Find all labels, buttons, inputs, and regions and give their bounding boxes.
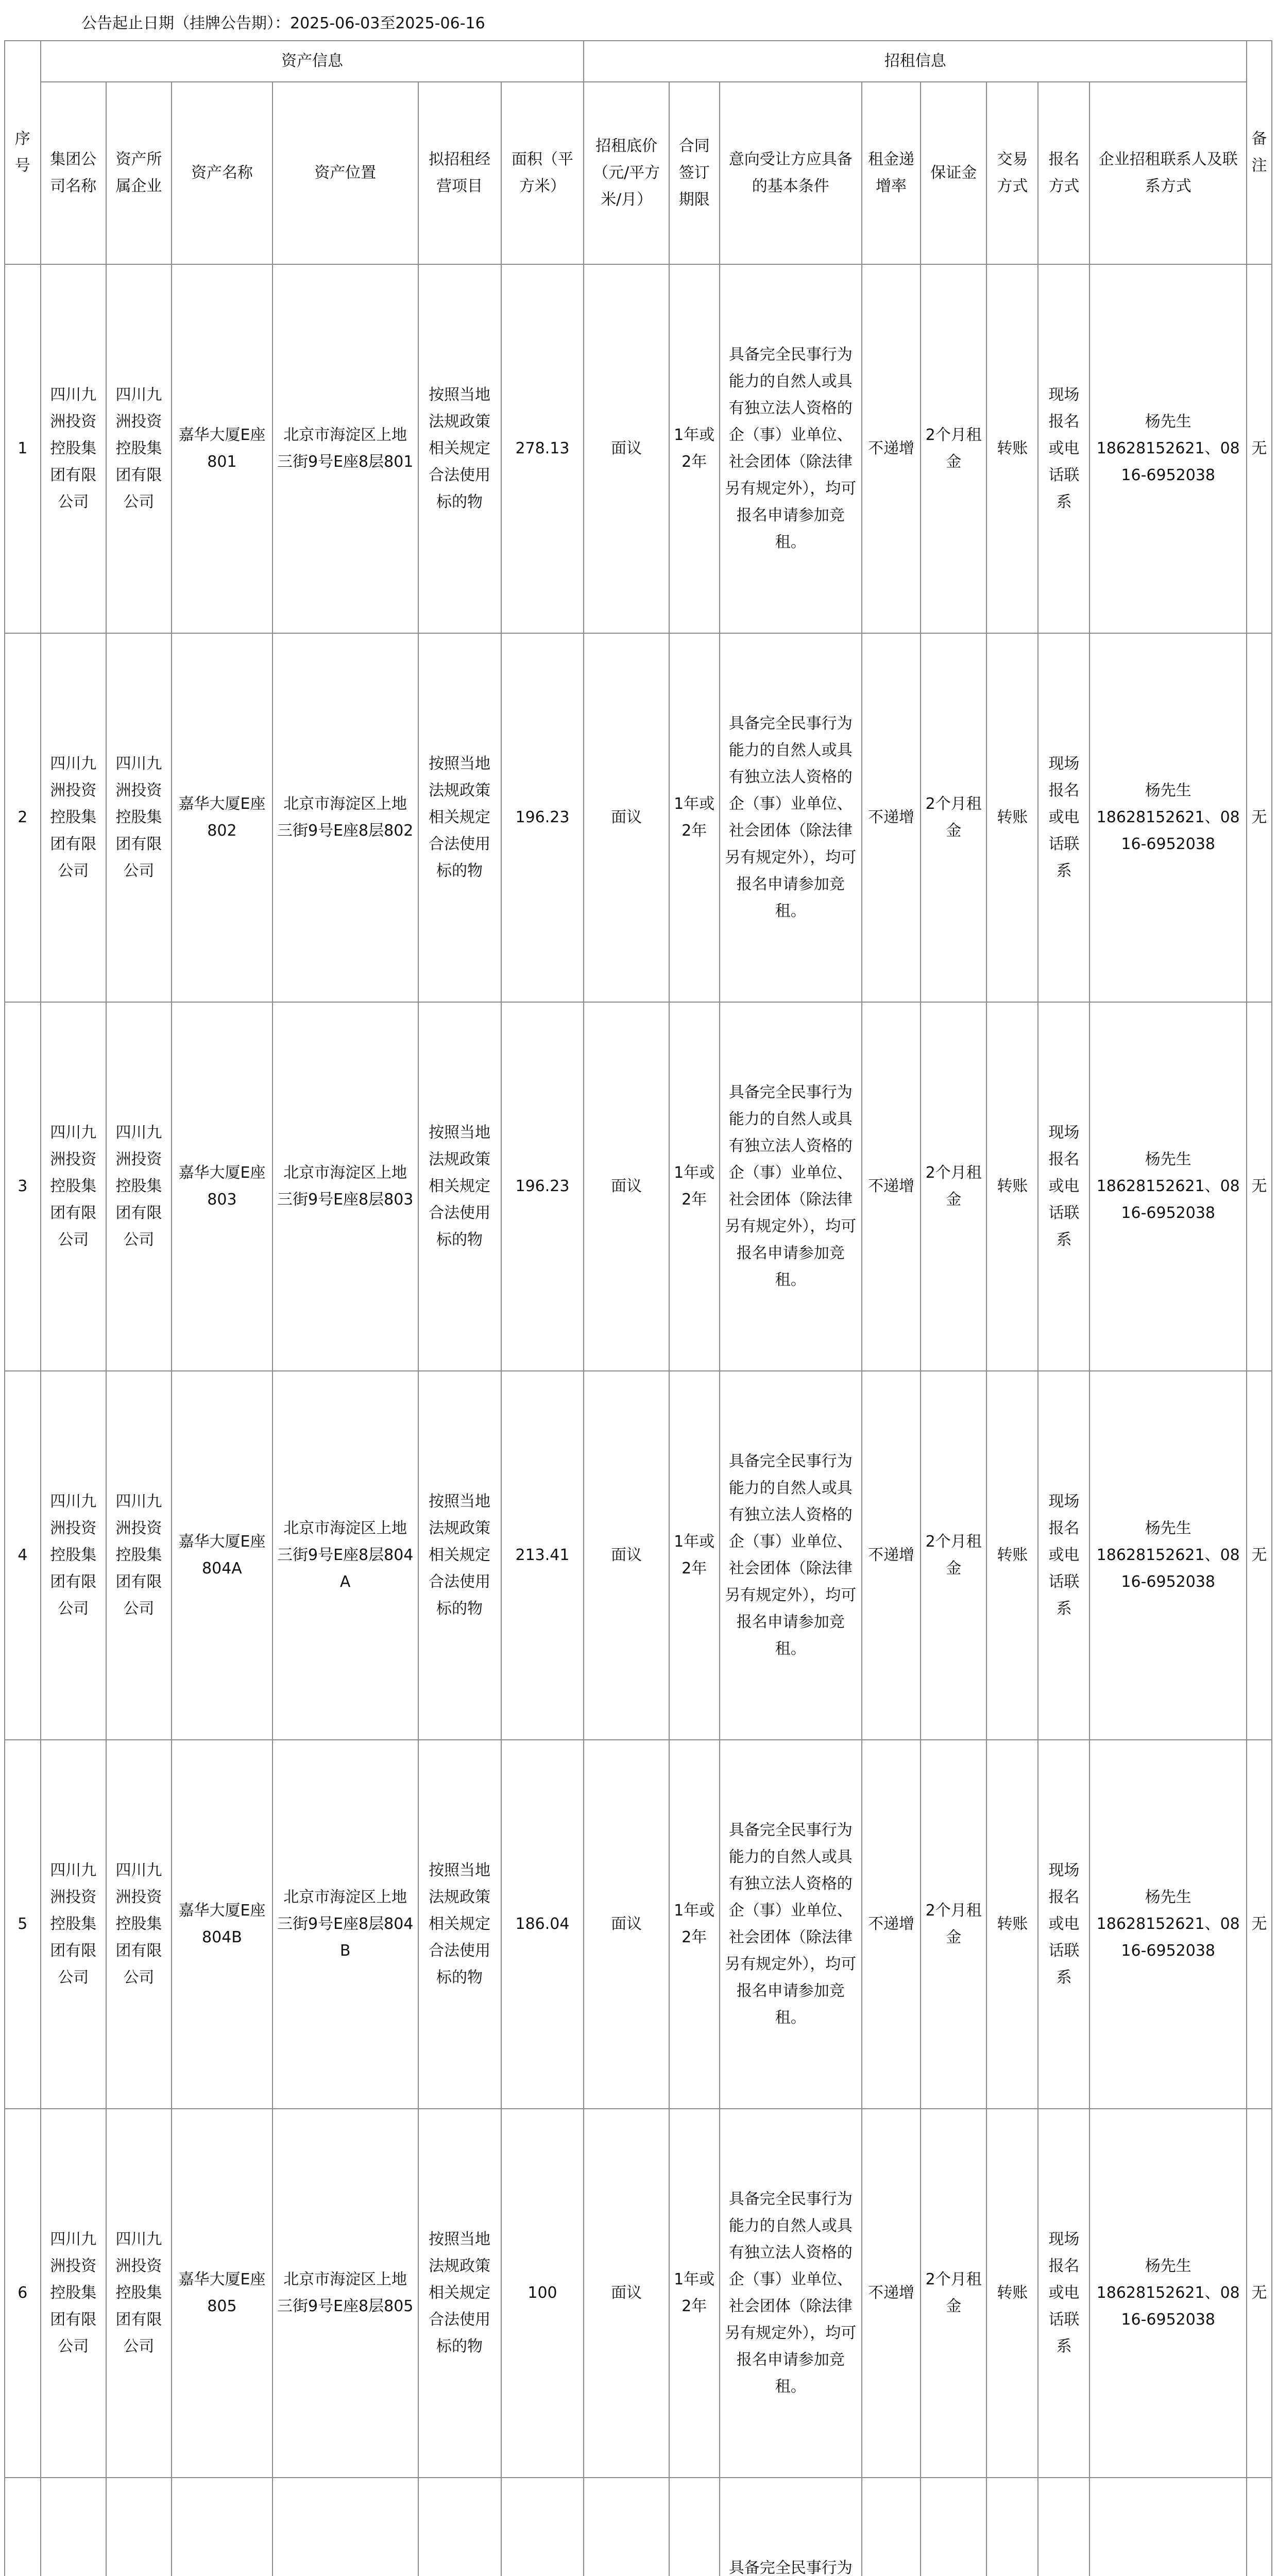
cell-group-company: 四川九洲投资控股集团有限公司 — [41, 1740, 106, 2109]
cell-asset-name: 嘉华大厦E座801 — [172, 264, 273, 633]
cell-deposit: 2个月租金 — [921, 2109, 986, 2478]
col-conditions-header: 意向受让方应具备的基本条件 — [720, 82, 862, 264]
table-row — [5, 1740, 1272, 2109]
cell-seq: 3 — [5, 1002, 41, 1371]
cell-rent-increase: 不递增 — [862, 1371, 921, 1740]
cell-asset-name: 嘉华大厦E座804B — [172, 1740, 273, 2109]
table-row — [5, 2478, 1272, 2576]
cell-contact — [1089, 1002, 1247, 1371]
cell-signup-method: 现场报名或电话联系 — [1038, 1371, 1089, 1740]
contact-name: 杨先生 — [1145, 782, 1191, 800]
contact-phones: 18628152621、0816-6952038 — [1096, 808, 1240, 853]
cell-contact — [1089, 2109, 1247, 2478]
cell-asset-location: 北京市海淀区上地三街9号E座8层802 — [273, 633, 418, 1002]
contact-phones: 18628152621、0816-6952038 — [1096, 439, 1240, 484]
cell-rent-increase: 不递增 — [862, 1740, 921, 2109]
cell-asset-location: 北京市海淀区上地三街9号E座8层804A — [273, 1371, 418, 1740]
cell-signup-method: 现场报名或电话联系 — [1038, 1740, 1089, 2109]
cell-conditions: 具备完全民事行为能力的自然人或具有独立法人资格的企（事）业单位、社会团体（除法律另有规定外），均可报名申请参加竞租。 — [720, 1371, 862, 1740]
header-row-groups — [5, 41, 1272, 82]
cell-conditions: 具备完全民事行为能力的自然人或具有独立法人资格的企（事）业单位、社会团体（除法律另有规定外），均可报名申请参加竞租。 — [720, 633, 862, 1002]
cell-deposit: 2个月租金 — [921, 1371, 986, 1740]
cell-group-company: 四川九洲投资控股集团有限公司 — [41, 1002, 106, 1371]
cell-asset-location: 北京市海淀区上地三街9号E座8层803 — [273, 1002, 418, 1371]
cell-signup-method: 现场报名或电话联系 — [1038, 633, 1089, 1002]
cell-trade-method: 转账 — [986, 1002, 1038, 1371]
cell-contract-term: 1年或2年 — [669, 1371, 720, 1740]
col-asset-location-header: 资产位置 — [273, 82, 418, 264]
cell-asset-name — [172, 2478, 273, 2576]
cell-conditions: 具备完全民事行为能力的自然人或具有独立法人资格的企（事）业单位、社会团体（除法律另有规定外），均可报名申请参加竞租。 — [720, 2109, 862, 2478]
cell-contact — [1089, 2478, 1247, 2576]
cell-group-company — [41, 2478, 106, 2576]
cell-area: 213.41 — [501, 1371, 584, 1740]
cell-trade-method — [986, 2478, 1038, 2576]
cell-deposit: 2个月租金 — [921, 633, 986, 1002]
cell-conditions: 具备完全民事行为能力的自然人或具有独立法人资格的企（事）业单位、社会团体（除法律另有规定外），均可报名申请参加竞租。 — [720, 1740, 862, 2109]
contact-name: 杨先生 — [1145, 1519, 1191, 1537]
cell-asset-name: 嘉华大厦E座803 — [172, 1002, 273, 1371]
notice-period-range: 2025-06-03至2025-06-16 — [290, 14, 485, 32]
lease-listing-table — [4, 40, 1272, 2576]
cell-remarks: 无 — [1247, 2109, 1272, 2478]
cell-contact — [1089, 1740, 1247, 2109]
contact-name: 杨先生 — [1145, 1150, 1191, 1168]
cell-rent-increase — [862, 2478, 921, 2576]
cell-group-company: 四川九洲投资控股集团有限公司 — [41, 633, 106, 1002]
cell-trade-method: 转账 — [986, 1740, 1038, 2109]
cell-owning-company: 四川九洲投资控股集团有限公司 — [106, 1740, 172, 2109]
col-remarks-header: 备注 — [1247, 41, 1272, 264]
cell-trade-method: 转账 — [986, 264, 1038, 633]
cell-contact — [1089, 264, 1247, 633]
cell-owning-company — [106, 2478, 172, 2576]
contact-name: 杨先生 — [1145, 1888, 1191, 1906]
cell-trade-method: 转账 — [986, 633, 1038, 1002]
col-owning-company-header: 资产所属企业 — [106, 82, 172, 264]
cell-base-price: 面议 — [584, 1371, 669, 1740]
cell-intended-use: 按照当地法规政策相关规定合法使用标的物 — [418, 1002, 501, 1371]
cell-base-price: 面议 — [584, 264, 669, 633]
cell-seq: 5 — [5, 1740, 41, 2109]
cell-remarks: 无 — [1247, 1371, 1272, 1740]
asset-info-group-header: 资产信息 — [41, 41, 584, 82]
cell-rent-increase: 不递增 — [862, 2109, 921, 2478]
cell-contact — [1089, 633, 1247, 1002]
contact-name: 杨先生 — [1145, 2257, 1191, 2275]
cell-asset-location — [273, 2478, 418, 2576]
cell-contract-term: 1年或2年 — [669, 1002, 720, 1371]
cell-seq: 4 — [5, 1371, 41, 1740]
cell-base-price: 面议 — [584, 1002, 669, 1371]
cell-area: 278.13 — [501, 264, 584, 633]
contact-phones: 18628152621、0816-6952038 — [1096, 2284, 1240, 2329]
cell-remarks — [1247, 2478, 1272, 2576]
col-trade-method-header: 交易方式 — [986, 82, 1038, 264]
cell-rent-increase: 不递增 — [862, 264, 921, 633]
col-base-price-header: 招租底价（元/平方米/月） — [584, 82, 669, 264]
cell-intended-use: 按照当地法规政策相关规定合法使用标的物 — [418, 1740, 501, 2109]
cell-asset-name: 嘉华大厦E座805 — [172, 2109, 273, 2478]
cell-area — [501, 2478, 584, 2576]
cell-trade-method: 转账 — [986, 1371, 1038, 1740]
cell-contract-term: 1年或2年 — [669, 2109, 720, 2478]
col-seq-header: 序号 — [5, 41, 41, 264]
col-contract-term-header: 合同签订期限 — [669, 82, 720, 264]
cell-owning-company: 四川九洲投资控股集团有限公司 — [106, 264, 172, 633]
cell-group-company: 四川九洲投资控股集团有限公司 — [41, 1371, 106, 1740]
cell-intended-use: 按照当地法规政策相关规定合法使用标的物 — [418, 633, 501, 1002]
col-intended-use-header: 拟招租经营项目 — [418, 82, 501, 264]
cell-conditions: 具备完全民事行为能力的自然人或具有独立法人资格的企（事）业单位、社会团体（除法律另有规定外），均可报名申请参加竞租。 — [720, 264, 862, 633]
cell-contract-term: 1年或2年 — [669, 1740, 720, 2109]
cell-contract-term: 1年或2年 — [669, 264, 720, 633]
cell-area: 186.04 — [501, 1740, 584, 2109]
cell-conditions: 具备完全民事行为能力的自然人或具有独立法人资格的企（事）业单位、社会团体（除法律另有规定外），均可报名申请参加竞租。 — [720, 1002, 862, 1371]
cell-seq — [5, 2478, 41, 2576]
cell-contract-term — [669, 2478, 720, 2576]
cell-base-price: 面议 — [584, 2109, 669, 2478]
cell-contract-term: 1年或2年 — [669, 633, 720, 1002]
table-row — [5, 1002, 1272, 1371]
cell-signup-method: 现场报名或电话联系 — [1038, 264, 1089, 633]
cell-seq: 1 — [5, 264, 41, 633]
cell-asset-name: 嘉华大厦E座802 — [172, 633, 273, 1002]
cell-remarks: 无 — [1247, 264, 1272, 633]
cell-deposit: 2个月租金 — [921, 1740, 986, 2109]
col-asset-name-header: 资产名称 — [172, 82, 273, 264]
cell-contact — [1089, 1371, 1247, 1740]
cell-seq: 6 — [5, 2109, 41, 2478]
col-rent-increase-header: 租金递增率 — [862, 82, 921, 264]
table-body — [5, 264, 1272, 2576]
table-row — [5, 2109, 1272, 2478]
cell-trade-method: 转账 — [986, 2109, 1038, 2478]
table-row — [5, 264, 1272, 633]
cell-remarks: 无 — [1247, 633, 1272, 1002]
cell-base-price: 面议 — [584, 633, 669, 1002]
header-row-columns — [5, 82, 1272, 264]
contact-phones: 18628152621、0816-6952038 — [1096, 1546, 1240, 1591]
cell-conditions: 具备完全民事行为 — [720, 2478, 862, 2576]
cell-owning-company: 四川九洲投资控股集团有限公司 — [106, 1371, 172, 1740]
cell-base-price: 面议 — [584, 1740, 669, 2109]
cell-intended-use — [418, 2478, 501, 2576]
contact-phones: 18628152621、0816-6952038 — [1096, 1915, 1240, 1960]
cell-intended-use: 按照当地法规政策相关规定合法使用标的物 — [418, 2109, 501, 2478]
cell-remarks: 无 — [1247, 1740, 1272, 2109]
cell-asset-location: 北京市海淀区上地三街9号E座8层805 — [273, 2109, 418, 2478]
cell-deposit — [921, 2478, 986, 2576]
cell-deposit: 2个月租金 — [921, 1002, 986, 1371]
col-group-company-header: 集团公司名称 — [41, 82, 106, 264]
cell-owning-company: 四川九洲投资控股集团有限公司 — [106, 2109, 172, 2478]
cell-intended-use: 按照当地法规政策相关规定合法使用标的物 — [418, 264, 501, 633]
cell-area: 196.23 — [501, 633, 584, 1002]
table-row — [5, 633, 1272, 1002]
cell-asset-name: 嘉华大厦E座804A — [172, 1371, 273, 1740]
cell-area: 196.23 — [501, 1002, 584, 1371]
col-contact-header: 企业招租联系人及联系方式 — [1089, 82, 1247, 264]
contact-name: 杨先生 — [1145, 413, 1191, 431]
cell-asset-location: 北京市海淀区上地三街9号E座8层801 — [273, 264, 418, 633]
cell-intended-use: 按照当地法规政策相关规定合法使用标的物 — [418, 1371, 501, 1740]
cell-signup-method — [1038, 2478, 1089, 2576]
cell-area: 100 — [501, 2109, 584, 2478]
cell-asset-location: 北京市海淀区上地三街9号E座8层804B — [273, 1740, 418, 2109]
table-row — [5, 1371, 1272, 1740]
cell-remarks: 无 — [1247, 1002, 1272, 1371]
cell-rent-increase: 不递增 — [862, 633, 921, 1002]
contact-phones: 18628152621、0816-6952038 — [1096, 1177, 1240, 1222]
col-signup-method-header: 报名方式 — [1038, 82, 1089, 264]
notice-period — [4, 7, 1273, 40]
col-area-header: 面积（平方米） — [501, 82, 584, 264]
cell-group-company: 四川九洲投资控股集团有限公司 — [41, 2109, 106, 2478]
cell-owning-company: 四川九洲投资控股集团有限公司 — [106, 1002, 172, 1371]
cell-owning-company: 四川九洲投资控股集团有限公司 — [106, 633, 172, 1002]
cell-base-price — [584, 2478, 669, 2576]
cell-deposit: 2个月租金 — [921, 264, 986, 633]
cell-seq: 2 — [5, 633, 41, 1002]
col-deposit-header: 保证金 — [921, 82, 986, 264]
cell-signup-method: 现场报名或电话联系 — [1038, 1002, 1089, 1371]
lease-info-group-header: 招租信息 — [584, 41, 1246, 82]
cell-signup-method: 现场报名或电话联系 — [1038, 2109, 1089, 2478]
cell-rent-increase: 不递增 — [862, 1002, 921, 1371]
notice-period-label: 公告起止日期（挂牌公告期）： — [81, 14, 290, 32]
cell-group-company: 四川九洲投资控股集团有限公司 — [41, 264, 106, 633]
